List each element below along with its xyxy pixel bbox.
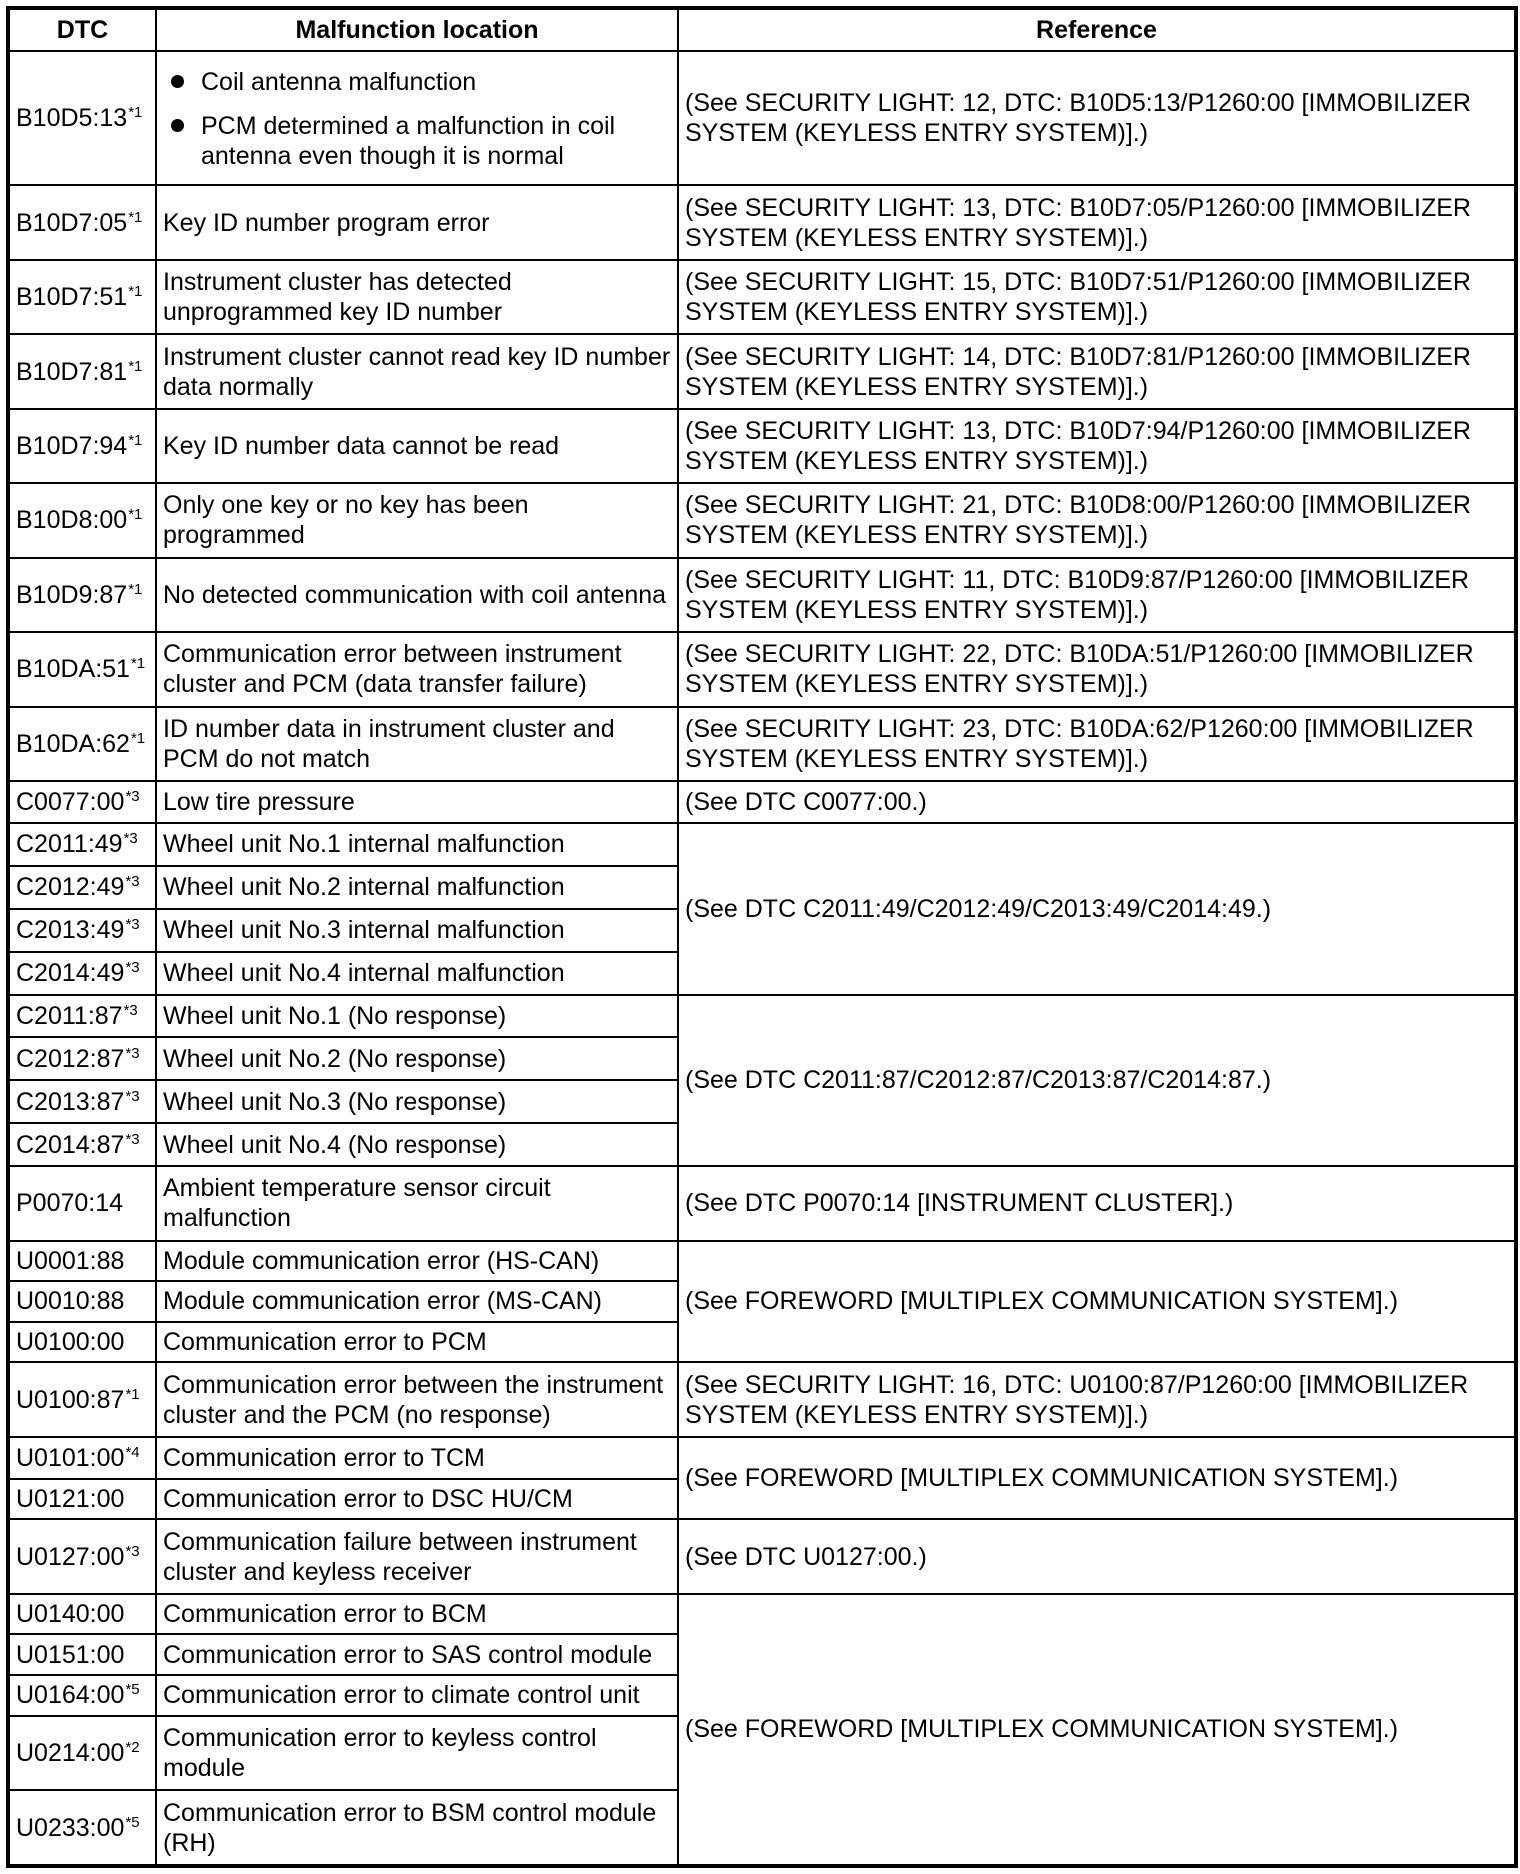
dtc-code: U0010:88 [16,1287,125,1316]
malfunction-location-cell [156,1519,678,1593]
header-dtc: DTC [8,8,156,51]
dtc-code: U0233:00 [16,1813,125,1842]
reference-text: (See SECURITY LIGHT: 21, DTC: B10D8:00/P1260:00 [IMMOBILIZER SYSTEM (KEYLESS ENTRY SYSTEM)].) [685,491,1471,550]
malfunction-location-cell [156,952,678,995]
reference-cell [678,781,1516,823]
bullet-list [163,67,671,171]
malfunction-location-text: Communication error to TCM [163,1443,485,1472]
table-row [8,1362,1516,1436]
malfunction-location-cell [156,995,678,1038]
dtc-code: U0151:00 [16,1640,125,1669]
dtc-code: P0070:14 [16,1189,124,1218]
malfunction-location-text: Wheel unit No.2 internal malfunction [163,873,565,902]
list-item-text: Coil antenna malfunction [201,68,477,97]
dtc-code-cell [8,707,156,781]
reference-text: (See DTC C0077:00.) [685,788,927,817]
malfunction-location-text: Communication error to keyless control module [163,1723,597,1782]
malfunction-location-text: Wheel unit No.1 internal malfunction [163,830,565,859]
reference-cell [678,409,1516,483]
malfunction-location-cell [156,51,678,185]
malfunction-location-text: Wheel unit No.4 (No response) [163,1130,507,1159]
dtc-code: C2012:49 [16,873,125,902]
dtc-code: C2014:87 [16,1130,125,1159]
footnote-marker: *4 [125,1443,140,1461]
dtc-code: U0127:00 [16,1542,125,1571]
malfunction-location-text: Instrument cluster has detected unprogrammed key ID number [163,268,512,327]
footnote-marker: *1 [130,655,146,673]
dtc-code-cell [8,1166,156,1240]
dtc-code: C2014:49 [16,959,125,988]
table-row [8,409,1516,483]
dtc-code-cell [8,1790,156,1866]
malfunction-location-cell [156,1281,678,1322]
footnote-marker: *3 [125,1542,140,1560]
dtc-code: B10D5:13 [16,104,128,133]
footnote-marker: *5 [125,1681,140,1699]
dtc-code-cell [8,51,156,185]
reference-cell [678,1166,1516,1240]
reference-text: (See FOREWORD [MULTIPLEX COMMUNICATION SYSTEM].) [685,1464,1399,1493]
footnote-marker: *3 [123,830,138,848]
dtc-code-cell [8,1716,156,1790]
malfunction-location-text: Communication error to BCM [163,1600,487,1629]
list-item [201,111,671,171]
malfunction-location-text: Communication error between instrument cluster and PCM (data transfer failure) [163,640,622,699]
malfunction-location-text: Module communication error (MS-CAN) [163,1287,603,1316]
malfunction-location-cell [156,1594,678,1635]
dtc-code: B10D8:00 [16,506,128,535]
footnote-marker: *1 [128,580,143,598]
malfunction-location-cell [156,1241,678,1282]
malfunction-location-text: Wheel unit No.2 (No response) [163,1044,507,1073]
table-row [8,632,1516,706]
reference-cell [678,1594,1516,1866]
dtc-code-cell [8,995,156,1038]
dtc-code: C2011:49 [16,830,123,859]
malfunction-location-text: Wheel unit No.3 (No response) [163,1087,507,1116]
malfunction-location-text: Key ID number program error [163,208,490,237]
footnote-marker: *1 [128,506,143,524]
list-item [201,67,671,97]
malfunction-location-text: Communication error to BSM control module (RH) [163,1798,657,1857]
table-row [8,823,1516,866]
reference-cell [678,260,1516,334]
footnote-marker: *1 [128,432,143,449]
footnote-marker: *1 [130,729,146,747]
dtc-code-cell [8,1080,156,1123]
dtc-code: U0001:88 [16,1246,125,1275]
table-row [8,1594,1516,1635]
reference-text: (See FOREWORD [MULTIPLEX COMMUNICATION SYSTEM].) [685,1715,1399,1744]
malfunction-location-cell [156,558,678,632]
reference-text: (See DTC P0070:14 [INSTRUMENT CLUSTER].) [685,1189,1234,1218]
dtc-code: C2011:87 [16,1001,123,1030]
dtc-code: C2013:49 [16,916,125,945]
table-row [8,1437,1516,1479]
malfunction-location-text: Communication failure between instrument cluster and keyless receiver [163,1527,637,1586]
dtc-code: B10D9:87 [16,580,128,609]
footnote-marker: *3 [125,959,140,977]
reference-cell [678,1519,1516,1593]
dtc-code: U0100:87 [16,1385,125,1414]
dtc-code-cell [8,1437,156,1479]
dtc-code-cell [8,1594,156,1635]
reference-cell [678,1437,1516,1519]
dtc-code: C0077:00 [16,788,125,817]
footnote-marker: *3 [125,1087,140,1105]
footnote-marker: *1 [128,104,143,122]
table-row [8,707,1516,781]
reference-text: (See FOREWORD [MULTIPLEX COMMUNICATION SYSTEM].) [685,1287,1399,1316]
dtc-code-cell [8,781,156,823]
dtc-code-cell [8,1241,156,1282]
reference-text: (See SECURITY LIGHT: 13, DTC: B10D7:05/P1260:00 [IMMOBILIZER SYSTEM (KEYLESS ENTRY SYSTEM)].) [685,193,1471,252]
table-row [8,483,1516,557]
reference-text: (See DTC C2011:87/C2012:87/C2013:87/C2014:87.) [685,1066,1272,1095]
dtc-code: U0140:00 [16,1600,125,1629]
malfunction-location-cell [156,866,678,909]
malfunction-location-cell [156,260,678,334]
list-item-text: PCM determined a malfunction in coil antenna even though it is normal [201,112,616,171]
dtc-code: U0101:00 [16,1443,125,1472]
dtc-code-cell [8,1634,156,1675]
dtc-code-cell [8,1675,156,1716]
reference-cell [678,823,1516,995]
table-header-row [8,8,1516,51]
malfunction-location-cell [156,483,678,557]
malfunction-location-text: Wheel unit No.1 (No response) [163,1001,507,1030]
reference-cell [678,483,1516,557]
reference-text: (See SECURITY LIGHT: 22, DTC: B10DA:51/P1260:00 [IMMOBILIZER SYSTEM (KEYLESS ENTRY SYSTEM)].) [685,640,1474,699]
table-body [8,51,1516,1866]
malfunction-location-cell [156,1037,678,1080]
table-row [8,781,1516,823]
footnote-marker: *3 [125,788,140,806]
footnote-marker: *3 [123,1001,138,1019]
dtc-code: B10D7:94 [16,432,128,460]
dtc-code: U0214:00 [16,1738,125,1767]
reference-text: (See DTC U0127:00.) [685,1542,927,1571]
malfunction-location-cell [156,823,678,866]
malfunction-location-text: Ambient temperature sensor circuit malfunction [163,1174,551,1233]
reference-cell [678,558,1516,632]
dtc-code-cell [8,483,156,557]
dtc-code: U0121:00 [16,1484,125,1513]
dtc-code: B10DA:62 [16,729,130,758]
table-row [8,1519,1516,1593]
dtc-document [6,6,1514,1868]
dtc-code-cell [8,1037,156,1080]
reference-text: (See SECURITY LIGHT: 15, DTC: B10D7:51/P1260:00 [IMMOBILIZER SYSTEM (KEYLESS ENTRY SYSTEM)].) [685,268,1471,327]
footnote-marker: *1 [128,283,143,301]
reference-text: (See SECURITY LIGHT: 11, DTC: B10D9:87/P1260:00 [IMMOBILIZER SYSTEM (KEYLESS ENTRY SYSTEM)].) [685,565,1470,624]
bullet-icon [171,119,184,132]
dtc-code: B10D7:51 [16,283,128,312]
footnote-marker: *3 [125,916,140,934]
malfunction-location-cell [156,1479,678,1520]
dtc-code-cell [8,1281,156,1322]
malfunction-location-cell [156,781,678,823]
malfunction-location-text: Module communication error (HS-CAN) [163,1246,600,1275]
malfunction-location-cell [156,1080,678,1123]
reference-cell [678,1362,1516,1436]
dtc-code-cell [8,185,156,259]
reference-cell [678,51,1516,185]
table-row [8,1166,1516,1240]
dtc-code-cell [8,1519,156,1593]
dtc-code-cell [8,558,156,632]
footnote-marker: *3 [125,873,140,891]
table-row [8,260,1516,334]
table-row [8,51,1516,185]
malfunction-location-cell [156,334,678,408]
malfunction-location-cell [156,409,678,483]
dtc-code-cell [8,409,156,483]
footnote-marker: *1 [128,357,143,375]
table-row [8,1241,1516,1282]
dtc-code-cell [8,909,156,952]
malfunction-location-text: Only one key or no key has been programmed [163,491,529,550]
dtc-code-cell [8,1123,156,1166]
malfunction-location-cell [156,1716,678,1790]
malfunction-location-text: Wheel unit No.3 internal malfunction [163,916,565,945]
footnote-marker: *2 [125,1738,140,1756]
dtc-code: B10D7:81 [16,357,128,386]
malfunction-location-text: Key ID number data cannot be read [163,432,560,460]
reference-text: (See SECURITY LIGHT: 13, DTC: B10D7:94/P1260:00 [IMMOBILIZER SYSTEM (KEYLESS ENTRY SYSTEM)].) [685,417,1471,475]
table-row [8,558,1516,632]
reference-text: (See SECURITY LIGHT: 23, DTC: B10DA:62/P1260:00 [IMMOBILIZER SYSTEM (KEYLESS ENTRY SYSTEM)].) [685,714,1474,773]
footnote-marker: *3 [125,1044,140,1062]
header-malfunction-location: Malfunction location [156,8,678,51]
reference-cell [678,632,1516,706]
malfunction-location-text: ID number data in instrument cluster and PCM do not match [163,714,615,773]
dtc-code-cell [8,952,156,995]
reference-cell [678,995,1516,1167]
malfunction-location-cell [156,632,678,706]
reference-text: (See DTC C2011:49/C2012:49/C2013:49/C2014:49.) [685,894,1272,923]
footnote-marker: *1 [125,1385,140,1403]
dtc-code: B10DA:51 [16,655,130,684]
dtc-code-cell [8,1322,156,1363]
malfunction-location-text: Communication error to climate control unit [163,1681,640,1710]
dtc-code-cell [8,866,156,909]
dtc-code-cell [8,632,156,706]
reference-cell [678,334,1516,408]
table-row [8,334,1516,408]
footnote-marker: *3 [125,1130,140,1148]
malfunction-location-text: Communication error to PCM [163,1328,487,1357]
malfunction-location-text: Instrument cluster cannot read key ID number data normally [163,342,671,401]
malfunction-location-text: Communication error between the instrument cluster and the PCM (no response) [163,1370,664,1429]
dtc-code-cell [8,260,156,334]
reference-cell [678,707,1516,781]
malfunction-location-cell [156,1634,678,1675]
dtc-code: B10D7:05 [16,208,128,237]
table-row [8,995,1516,1038]
reference-cell [678,185,1516,259]
footnote-marker: *1 [128,208,143,226]
malfunction-location-text: Low tire pressure [163,788,355,817]
footnote-marker: *5 [125,1813,140,1831]
dtc-code-cell [8,1362,156,1436]
dtc-code-cell [8,334,156,408]
header-reference: Reference [678,8,1516,51]
dtc-code: C2013:87 [16,1087,125,1116]
reference-cell [678,1241,1516,1363]
malfunction-location-cell [156,1123,678,1166]
malfunction-location-text: Communication error to SAS control module [163,1640,653,1669]
bullet-icon [171,75,184,88]
malfunction-location-cell [156,1790,678,1866]
dtc-code: U0164:00 [16,1681,125,1710]
malfunction-location-cell [156,1675,678,1716]
malfunction-location-cell [156,185,678,259]
dtc-table [6,6,1518,1868]
malfunction-location-cell [156,1322,678,1363]
reference-text: (See SECURITY LIGHT: 12, DTC: B10D5:13/P1260:00 [IMMOBILIZER SYSTEM (KEYLESS ENTRY SYSTEM)].) [685,89,1471,148]
dtc-code: U0100:00 [16,1328,125,1357]
malfunction-location-text: Communication error to DSC HU/CM [163,1484,573,1513]
dtc-code-cell [8,823,156,866]
malfunction-location-text: Wheel unit No.4 internal malfunction [163,959,565,988]
reference-text: (See SECURITY LIGHT: 16, DTC: U0100:87/P1260:00 [IMMOBILIZER SYSTEM (KEYLESS ENTRY SYSTEM)].) [685,1370,1469,1429]
malfunction-location-cell [156,1166,678,1240]
malfunction-location-cell [156,1437,678,1479]
malfunction-location-text: No detected communication with coil antenna [163,580,667,609]
reference-text: (See SECURITY LIGHT: 14, DTC: B10D7:81/P1260:00 [IMMOBILIZER SYSTEM (KEYLESS ENTRY SYSTEM)].) [685,342,1471,401]
malfunction-location-cell [156,909,678,952]
malfunction-location-cell [156,707,678,781]
malfunction-location-cell [156,1362,678,1436]
table-row [8,185,1516,259]
dtc-code-cell [8,1479,156,1520]
dtc-code: C2012:87 [16,1044,125,1073]
